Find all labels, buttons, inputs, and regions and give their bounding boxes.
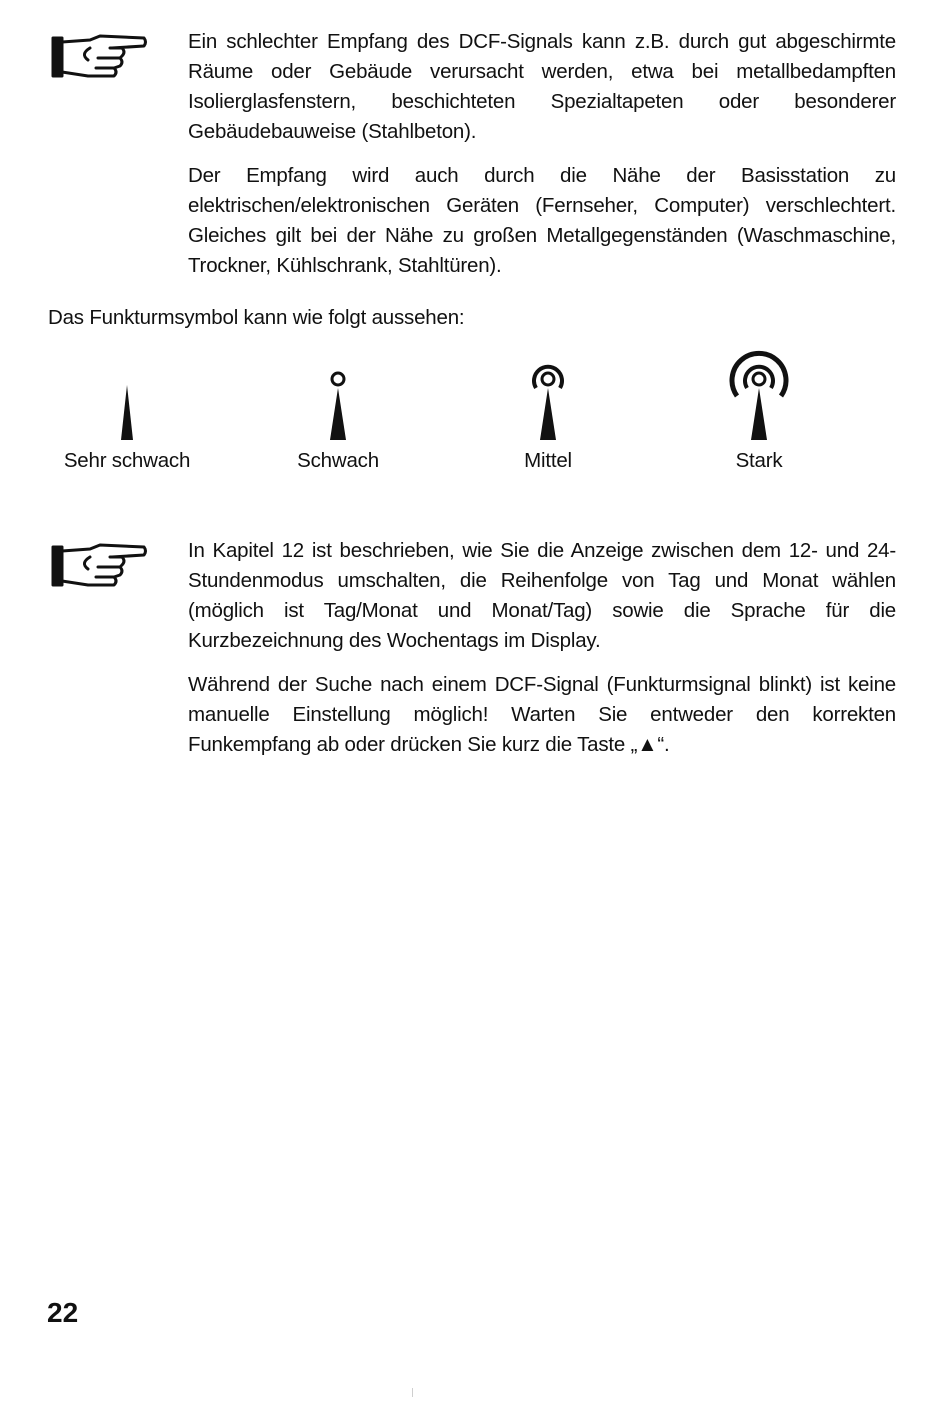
signal-intro-text: Das Funkturmsymbol kann wie folgt aussehen: xyxy=(48,306,465,329)
pointing-hand-icon xyxy=(50,541,148,591)
tower-icon xyxy=(659,340,859,446)
note-paragraph: Während der Suche nach einem DCF-Signal (Funkturmsignal blinkt) ist keine manuelle Einstellung möglich! Warten Sie entweder den korrekten Funkempfang ab oder drücken Sie kurz die Taste „▲“. xyxy=(188,673,896,756)
signal-level-strong xyxy=(659,340,859,490)
signal-level-label: Mittel xyxy=(524,449,572,472)
note-paragraph: In Kapitel 12 ist beschrieben, wie Sie die Anzeige zwischen dem 12- und 24-Stundenmodus umschalten, die Reihenfolge von Tag und Monat wählen (möglich ist Tag/Monat und Monat/Tag) sowie die Sprache für die Kurzbezeichnung des Wochentags im Display. xyxy=(188,539,896,652)
page-number: 22 xyxy=(47,1297,79,1328)
tower-icon xyxy=(238,340,438,446)
signal-level-label: Sehr schwach xyxy=(63,449,191,472)
note-block-reception xyxy=(188,27,896,295)
signal-level-weak xyxy=(238,340,438,490)
signal-level-label: Stark xyxy=(735,449,783,472)
note-paragraph: Ein schlechter Empfang des DCF-Signals kann z.B. durch gut abgeschirmte Räume oder Gebäude verursacht werden, etwa bei metallbedampften Isolierglasfenstern, beschichteten Spezialtapeten oder besonderer Gebäudebauweise (Stahlbeton). xyxy=(188,30,896,143)
signal-level-label: Schwach xyxy=(297,449,379,472)
tower-icon xyxy=(27,340,227,446)
note-paragraph: Der Empfang wird auch durch die Nähe der Basisstation zu elektrischen/elektronischen Geräten (Fernseher, Computer) verschlechtert. Gleiches gilt bei der Nähe zu großen Metallgegenständen (Waschmaschine, Trockner, Kühlschrank, Stahltüren). xyxy=(188,164,896,277)
signal-level-very-weak xyxy=(27,340,227,490)
signal-level-medium xyxy=(448,340,648,490)
pointing-hand-icon xyxy=(50,32,148,82)
footer-mark xyxy=(412,1388,413,1397)
note-block-settings xyxy=(188,536,896,774)
tower-icon xyxy=(448,340,648,446)
